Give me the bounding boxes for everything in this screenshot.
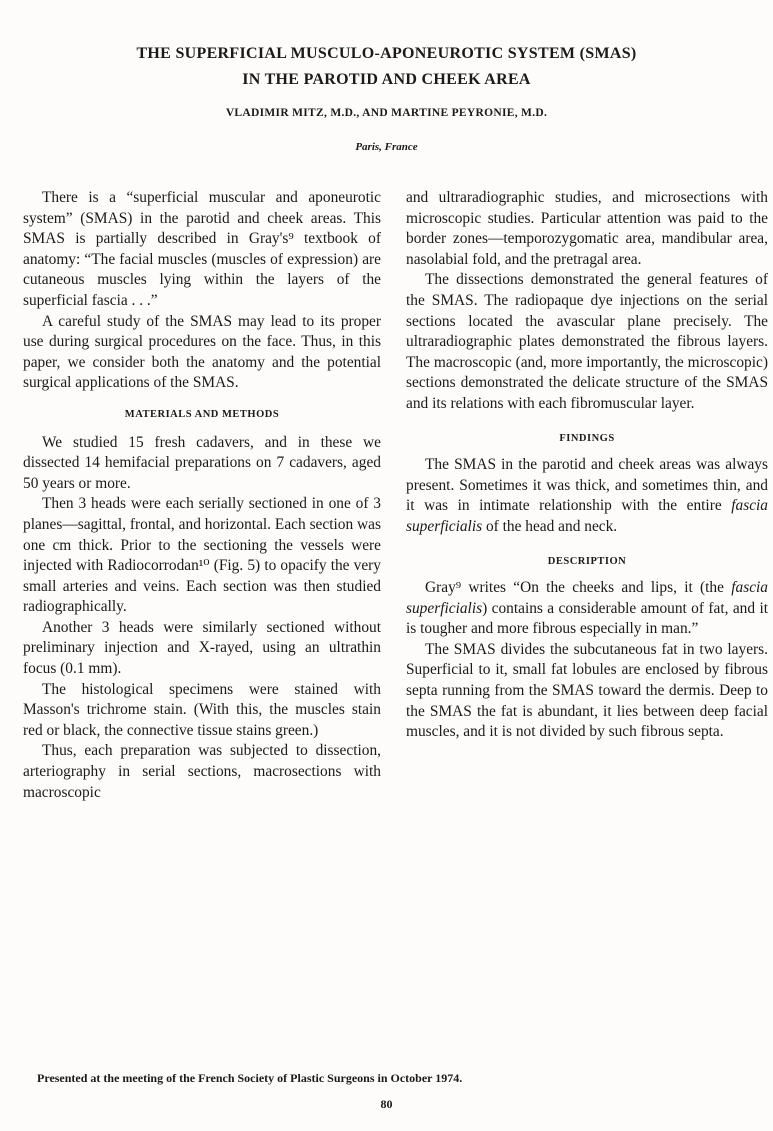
findings-text-b: of the head and neck. bbox=[482, 517, 618, 535]
methods-paragraph-1: We studied 15 fresh cadavers, and in these we dissected 14 hemifacial preparations on 7 cadavers, aged 50 years or more. bbox=[23, 433, 381, 492]
left-column bbox=[23, 188, 381, 803]
page-number: 80 bbox=[380, 1097, 393, 1111]
description-paragraph-2: The SMAS divides the subcutaneous fat in two layers. Superficial to it, small fat lobules are enclosed by fibrous septa running from the SMAS toward the dermis. Deep to the SMAS the fat is abundant, it lies between deep facial muscles, and it is not divided by such fibrous septa. bbox=[406, 640, 768, 741]
methods-paragraph-2: Then 3 heads were each serially sectioned in one of 3 planes—sagittal, frontal, and horizontal. Each section was one cm thick. Prior to the sectioning the vessels were injected with Radiocorrodan¹⁰ (Fig. 5) to opacify the very small arteries and veins. Each section was then studied radiographically. bbox=[23, 495, 381, 616]
continued-paragraph: and ultraradiographic studies, and microsections with microscopic studies. Particular attention was paid to the border zones—temporozygomatic area, mandibular area, nasolabial fold, and the pretragal area. bbox=[406, 189, 768, 268]
author-affiliation: Paris, France bbox=[355, 141, 418, 153]
methods-paragraph-4: The histological specimens were stained with Masson's trichrome stain. (With this, the muscles stain red or black, the connective tissue stains green.) bbox=[23, 680, 381, 739]
description-paragraph-1 bbox=[406, 578, 768, 640]
findings-heading: FINDINGS bbox=[559, 432, 615, 444]
right-column bbox=[406, 188, 768, 743]
description-italic-term: fascia superficialis bbox=[406, 579, 768, 617]
description-text-b: ) contains a considerable amount of fat, and it is tougher and more fibrous especially in man.” bbox=[406, 599, 768, 638]
findings-text-a: The SMAS in the parotid and cheek areas was always present. Sometimes it was thick, and sometimes thin, and it was in intimate relationship with the entire bbox=[406, 456, 768, 515]
presentation-footnote: Presented at the meeting of the French Society of Plastic Surgeons in October 1974. bbox=[37, 1071, 463, 1085]
description-heading: DESCRIPTION bbox=[547, 555, 627, 567]
article-title-line-2: IN THE PAROTID AND CHEEK AREA bbox=[242, 71, 531, 88]
intro-paragraph-2: A careful study of the SMAS may lead to its proper use during surgical procedures on the face. Thus, in this paper, we consider both the anatomy and the potential surgical applications of the SMAS. bbox=[23, 312, 381, 392]
methods-paragraph-3: Another 3 heads were similarly sectioned without preliminary injection and X-rayed, using an ultrathin focus (0.1 mm). bbox=[23, 618, 381, 678]
findings-italic-term: fascia superficialis bbox=[406, 497, 768, 535]
description-text-a: Gray⁹ writes “On the cheeks and lips, it (the bbox=[425, 579, 732, 597]
methods-paragraph-5: Thus, each preparation was subjected to dissection, arteriography in serial sections, macrosections with macroscopic bbox=[23, 742, 381, 801]
methods-heading: MATERIALS AND METHODS bbox=[124, 408, 280, 420]
article-authors: VLADIMIR MITZ, M.D., AND MARTINE PEYRONIE, M.D. bbox=[225, 107, 548, 119]
findings-paragraph bbox=[406, 455, 768, 537]
article-title-line-1: THE SUPERFICIAL MUSCULO-APONEUROTIC SYSTEM (SMAS) bbox=[136, 45, 637, 62]
intro-paragraph-1: There is a “superficial muscular and aponeurotic system” (SMAS) in the parotid and cheek areas. This SMAS is partially described in Gray's⁹ textbook of anatomy: “The facial muscles (muscles of expression) are cutaneous muscles lying within the layers of the superficial fascia . . .” bbox=[23, 189, 381, 309]
dissections-paragraph: The dissections demonstrated the general features of the SMAS. The radiopaque dye injections on the serial sections located the avascular plane precisely. The ultraradiographic plates demonstrated the fibrous layers. The macroscopic (and, more importantly, the microscopic) sections demonstrated the delicate structure of the SMAS and its relations with each fibromuscular layer. bbox=[406, 271, 768, 412]
